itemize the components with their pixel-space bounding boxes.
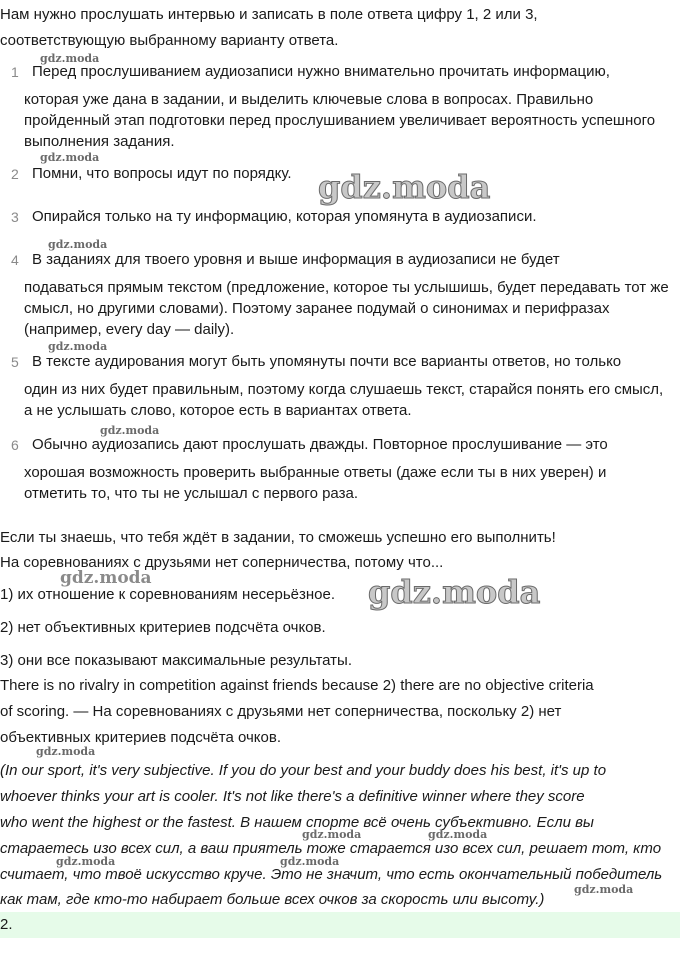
watermark-logo: gdz.moda [48, 238, 108, 251]
watermark-logo: gdz.moda [302, 828, 362, 841]
watermark-logo: gdz.moda [280, 855, 340, 868]
option-2: 2) нет объективных критериев подсчёта очков. [0, 619, 326, 636]
watermark-logo: gdz.moda [36, 745, 96, 758]
tip-text-first: В заданиях для твоего уровня и выше информация в аудиозаписи не будет [32, 251, 560, 268]
tip-number: 3 [11, 209, 19, 225]
tip-text-first: Перед прослушиванием аудиозаписи нужно внимательно прочитать информацию, [32, 63, 610, 80]
tip-number: 5 [11, 354, 19, 370]
tip-text-first: Обычно аудиозапись дают прослушать дважды. Повторное прослушивание — это [32, 436, 608, 453]
explanation-line-3: объективных критериев подсчёта очков. [0, 729, 281, 746]
intro-line-1: Нам нужно прослушать интервью и записать в поле ответа цифру 1, 2 или 3, [0, 6, 538, 23]
quote-line-6: как там, где кто-то набирает больше всех очков за скорость или высоту.) [0, 891, 545, 908]
option-3: 3) они все показывают максимальные результаты. [0, 652, 353, 669]
watermark-logo: gdz.moda [318, 168, 491, 206]
quote-line-1: (In our sport, it's very subjective. If you do your best and your buddy does his best, it's up to [0, 762, 607, 779]
tip-text-rest: хорошая возможность проверить выбранные ответы (даже если ты в них уверен) и отметить то, что ты не услышал с первого раза. [24, 464, 607, 502]
explanation-line-1: There is no rivalry in competition against friends because 2) there are no objective criteria [0, 677, 594, 694]
watermark-logo: gdz.moda [428, 828, 488, 841]
answer-field [0, 912, 680, 938]
tip-text-first: В тексте аудирования могут быть упомянуты почти все варианты ответов, но только [32, 353, 622, 370]
explanation-line-2: of scoring. — На соревнованиях с друзьями нет соперничества, поскольку 2) нет [0, 703, 562, 720]
tip-text-rest: которая уже дана в задании, и выделить ключевые слова в вопросах. Правильно пройденный этап подготовки перед прослушиванием увеличивает вероятность успешного выполнения задания. [24, 91, 656, 150]
watermark-logo: gdz.moda [48, 340, 108, 353]
quote-line-3: who went the highest or the fastest. В нашем спорте всё очень субъективно. Если вы [0, 814, 594, 831]
closing-line: Если ты знаешь, что тебя ждёт в задании, то сможешь успешно его выполнить! [0, 529, 556, 546]
answer-value: 2. [0, 916, 13, 933]
watermark-logo: gdz.moda [40, 151, 100, 164]
tip-number: 6 [11, 437, 19, 453]
watermark-logo: gdz.moda [368, 573, 541, 611]
watermark-logo: gdz.moda [60, 568, 152, 588]
watermark-logo: gdz.moda [40, 52, 100, 65]
watermark-logo: gdz.moda [574, 883, 634, 896]
tip-text-rest: подаваться прямым текстом (предложение, которое ты услышишь, будет передавать тот же смысл, но другими словами). Поэтому заранее подумай о синонимах и перифразах (например, every day — daily). [24, 279, 669, 338]
tip-text-first: Помни, что вопросы идут по порядку. [32, 165, 292, 182]
tip-number: 2 [11, 166, 19, 182]
quote-line-2: whoever thinks your art is cooler. It's not like there's a definitive winner where they score [0, 788, 585, 805]
quote-line-5: считает, что твоё искусство круче. Это не значит, что есть окончательный победитель [0, 866, 663, 883]
question-line: На соревнованиях с друзьями нет соперничества, потому что... [0, 554, 444, 571]
intro-line-2: соответствующую выбранному варианту ответа. [0, 32, 339, 49]
option-1: 1) их отношение к соревнованиям несерьёзное. [0, 586, 336, 603]
watermark-logo: gdz.moda [100, 424, 160, 437]
watermark-logo: gdz.moda [56, 855, 116, 868]
tip-number: 1 [11, 64, 19, 80]
tip-number: 4 [11, 252, 19, 268]
quote-line-4: стараетесь изо всех сил, а ваш приятель тоже старается изо всех сил, решает тот, кто [0, 840, 662, 857]
tip-text-rest: один из них будет правильным, поэтому когда слушаешь текст, старайся понять его смысл, а не услышать слово, которое есть в вариантах ответа. [24, 381, 664, 419]
tip-text-first: Опирайся только на ту информацию, которая упомянута в аудиозаписи. [32, 208, 537, 225]
